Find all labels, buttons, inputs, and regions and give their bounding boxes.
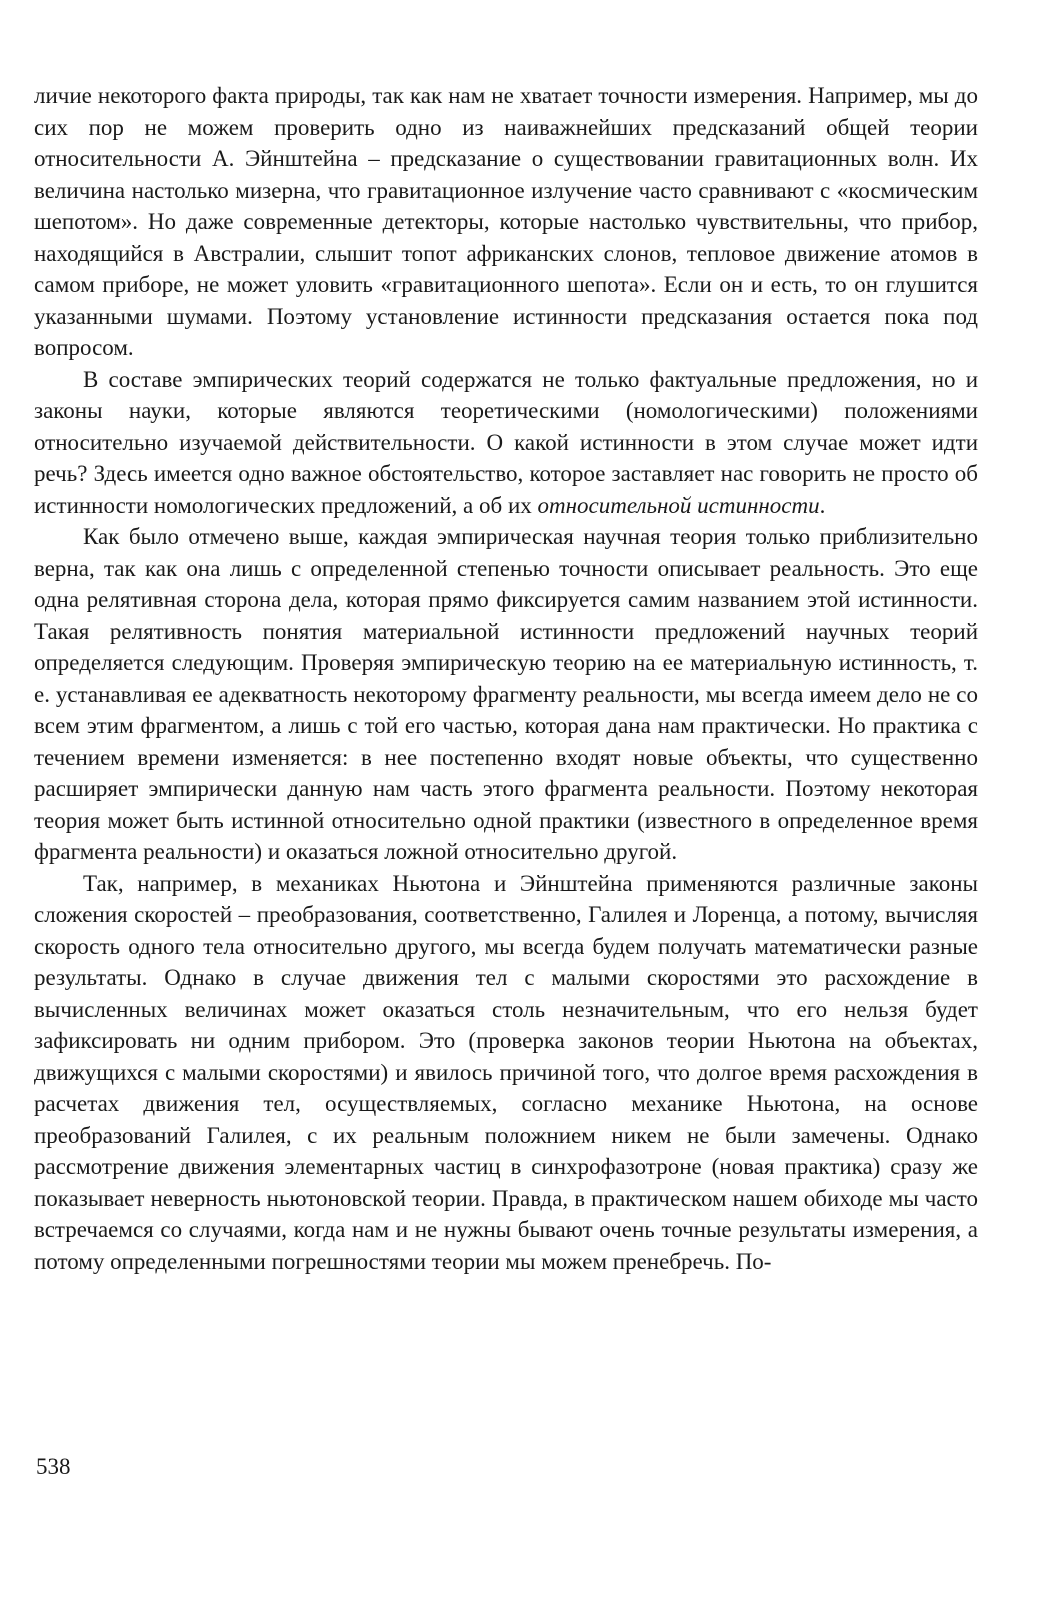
paragraph-4 [34, 868, 978, 1278]
paragraph-1 [34, 80, 978, 364]
paragraph-2 [34, 364, 978, 522]
paragraph-1-text: личие некоторого факта природы, так как нам не хватает точности измерения. Например, мы до сих пор не можем проверить одно из наиважнейших предсказаний общей теории относительности А. Эйнштейна – предсказание о существовании гравитационных волн. Их величина настолько мизерна, что гравитационное излучение часто сравнивают с «космическим шепотом». Но даже современные детекторы, которые настолько чувствительны, что прибор, находящийся в Австралии, слышит топот африканских слонов, тепловое движение атомов в самом приборе, не может уловить «гравитационного шепота». Если он и есть, то он глушится указанными шумами. Поэтому установление истинности предсказания остается пока под вопросом. [34, 83, 978, 360]
paragraph-3-text: Как было отмечено выше, каждая эмпирическая научная теория только приблизительно верна, так как она лишь с определенной степенью точности описывает реальность. Это еще одна релятивная сторона дела, которая прямо фиксируется самим названием этой истинности. Такая релятивность понятия материальной истинности предложений научных теорий определяется следующим. Проверяя эмпирическую теорию на ее материальную истинность, т. е. устанавливая ее адекватность некоторому фрагменту реальности, мы всегда имеем дело не со всем этим фрагментом, а лишь с той его частью, которая дана нам практически. Но практика с течением времени изменяется: в нее постепенно входят новые объекты, что существенно расширяет эмпирически данную нам часть этого фрагмента реальности. Поэтому некоторая теория может быть истинной относительно одной практики (известного в определенное время фрагмента реальности) и оказаться ложной относительно другой. [34, 524, 978, 864]
paragraph-4-text: Так, например, в механиках Ньютона и Эйнштейна применяются различные законы сложения скоростей – преобразования, соответственно, Галилея и Лоренца, а потому, вычисляя скорость одного тела относительно другого, мы всегда будем получать математически разные результаты. Однако в случае движения тел с малыми скоростями это расхождение в вычисленных величинах может оказаться столь незначительным, что его нельзя будет зафиксировать ни одним прибором. Это (проверка законов теории Ньютона на объектах, движущихся с малыми скоростями) и явилось причиной того, что долгое время расхождения в расчетах движения тел, осуществляемых, согласно механике Ньютона, на основе преобразований Галилея, с их реальным положнием никем не были замечены. Однако рассмотрение движения элементарных частиц в синхрофазотроне (новая практика) сразу же показывает неверность ньютоновской теории. Правда, в практическом нашем обиходе мы часто встречаемся со случаями, когда нам и не нужны бывают очень точные результаты измерения, а потому определенными погрешностями теории мы можем пренебречь. По- [34, 870, 978, 1274]
paragraph-2-emphasis: относительной истинности [537, 492, 820, 518]
page-number: 538 [36, 1454, 71, 1479]
body-text [34, 80, 978, 1277]
paragraph-2-text: В составе эмпирических теорий содержатся не только фактуальные предложения, но и законы науки, которые являются теоретическими (номологическими) положениями относительно изучаемой действительности. О какой истинности в этом случае может идти речь? Здесь имеется одно важное обстоятельство, которое заставляет нас говорить не просто об истинности номологических предложений, а об их [34, 366, 978, 518]
paragraph-3 [34, 521, 978, 868]
paragraph-2-tail: . [819, 492, 826, 518]
